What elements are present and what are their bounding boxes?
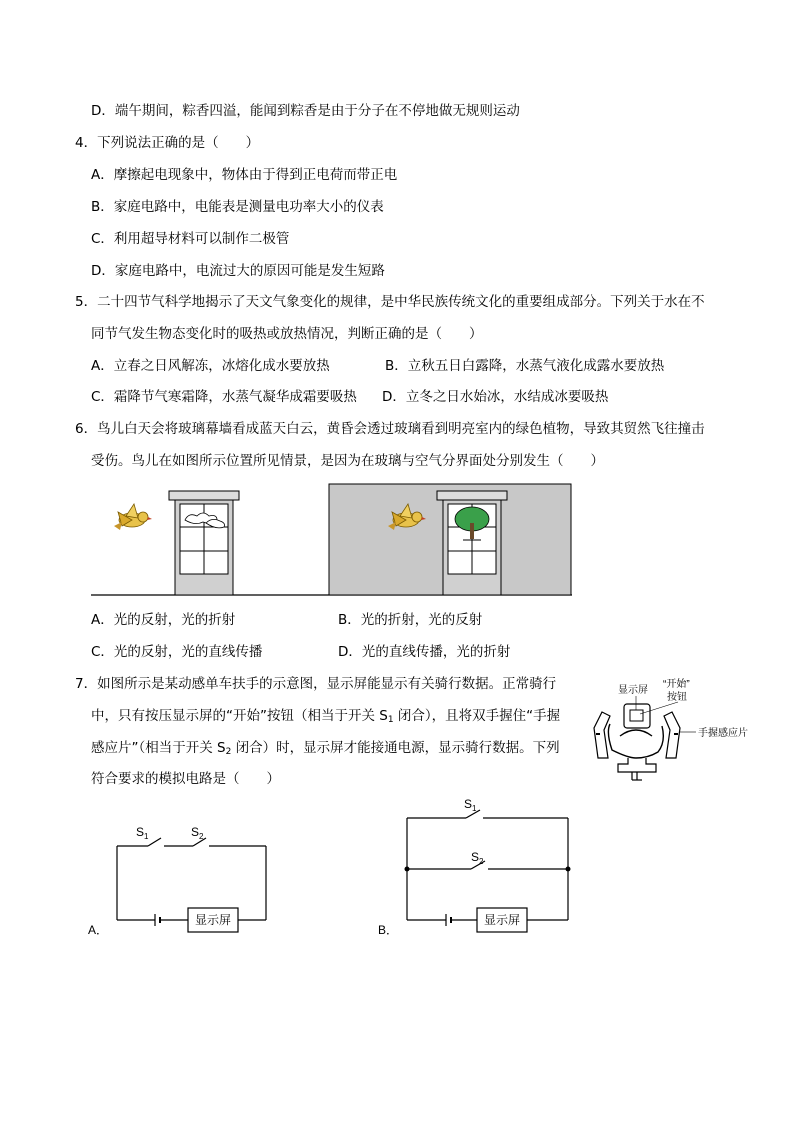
s2-label: $S_2$: [471, 850, 484, 866]
q6-option-a: A．光的反射，光的折射: [91, 612, 236, 628]
svg-text:显示屏: 显示屏: [194, 913, 232, 927]
s2-label: $S_2$: [191, 825, 204, 841]
q5-option-a: A．立春之日风解冻，冰熔化成水要放热: [91, 358, 330, 374]
screen-label: 显示屏: [618, 685, 648, 696]
s1-label: $S_1$: [464, 797, 477, 813]
q4-option-c: C．利用超导材料可以制作二极管: [91, 231, 290, 247]
q3-option-d: D．端午期间，粽香四溢，能闻到粽香是由于分子在不停地做无规则运动: [91, 103, 520, 119]
q5-stem-line1: 5．二十四节气科学地揭示了天文气象变化的规律，是中华民族传统文化的重要组成部分。下列关于水在不: [75, 294, 705, 310]
evening-wall: [329, 484, 571, 595]
q6-option-b: B．光的折射，光的反射: [338, 612, 483, 628]
q5-option-c: C．霜降节气寒霜降，水蒸气凝华成霜要吸热: [91, 389, 357, 405]
q6-stem-line2: 受伤。鸟儿在如图所示位置所见情景，是因为在玻璃与空气分界面处分别发生（ ）: [91, 453, 604, 469]
day-window: [169, 491, 239, 595]
bird-icon: [114, 504, 152, 530]
q6-stem-line1: 6．鸟儿白天会将玻璃幕墙看成蓝天白云，黄昏会透过玻璃看到明亮室内的绿色植物，导致其贸然飞往撞击: [75, 421, 705, 437]
start-button-icon: [630, 710, 643, 721]
q6-window-figure: [88, 480, 578, 600]
circuit-a-option-label: A．: [88, 923, 109, 937]
q6-option-d: D．光的直线传播，光的折射: [338, 644, 511, 660]
q7-handlebar-figure: [588, 672, 758, 784]
q6-option-c: C．光的反射，光的直线传播: [91, 644, 263, 660]
circuit-b: [376, 792, 576, 940]
q7-stem-line1: 7．如图所示是某动感单车扶手的示意图，显示屏能显示有关骑行数据。正常骑行: [75, 676, 557, 692]
grip-label: 手握感应片: [698, 728, 748, 739]
q5-option-b: B．立秋五日白露降，水蒸气液化成露水要放热: [385, 358, 665, 374]
button-label: 按钮: [667, 692, 687, 703]
q4-stem: 4．下列说法正确的是（ ）: [75, 135, 260, 151]
q4-option-a: A．摩擦起电现象中，物体由于得到正电荷而带正电: [91, 167, 398, 183]
circuit-b-option-label: B．: [378, 923, 399, 937]
q4-option-b: B．家庭电路中，电能表是测量电功率大小的仪表: [91, 199, 384, 215]
q4-option-d: D．家庭电路中，电流过大的原因可能是发生短路: [91, 263, 385, 279]
svg-text:显示屏: 显示屏: [483, 913, 521, 927]
s1-label: $S_1$: [136, 825, 149, 841]
q7-stem-line4: 符合要求的模拟电路是（ ）: [91, 771, 280, 787]
q7-stem-line3: 感应片”（相当于开关 $S_2$ 闭合）时，显示屏才能接通电源，显示骑行数据。下列: [91, 740, 560, 757]
q5-option-d: D．立冬之日水始冰，水结成冰要吸热: [382, 389, 609, 405]
circuit-a: [86, 820, 276, 940]
start-label: “开始”: [663, 679, 690, 690]
q7-stem-line2: 中，只有按压显示屏的“开始”按钮（相当于开关 $S_1$ 闭合），且将双手握住“手握: [91, 708, 561, 725]
q5-stem-line2: 同节气发生物态变化时的吸热或放热情况，判断正确的是（ ）: [91, 326, 483, 342]
switch-s1: [148, 838, 161, 846]
